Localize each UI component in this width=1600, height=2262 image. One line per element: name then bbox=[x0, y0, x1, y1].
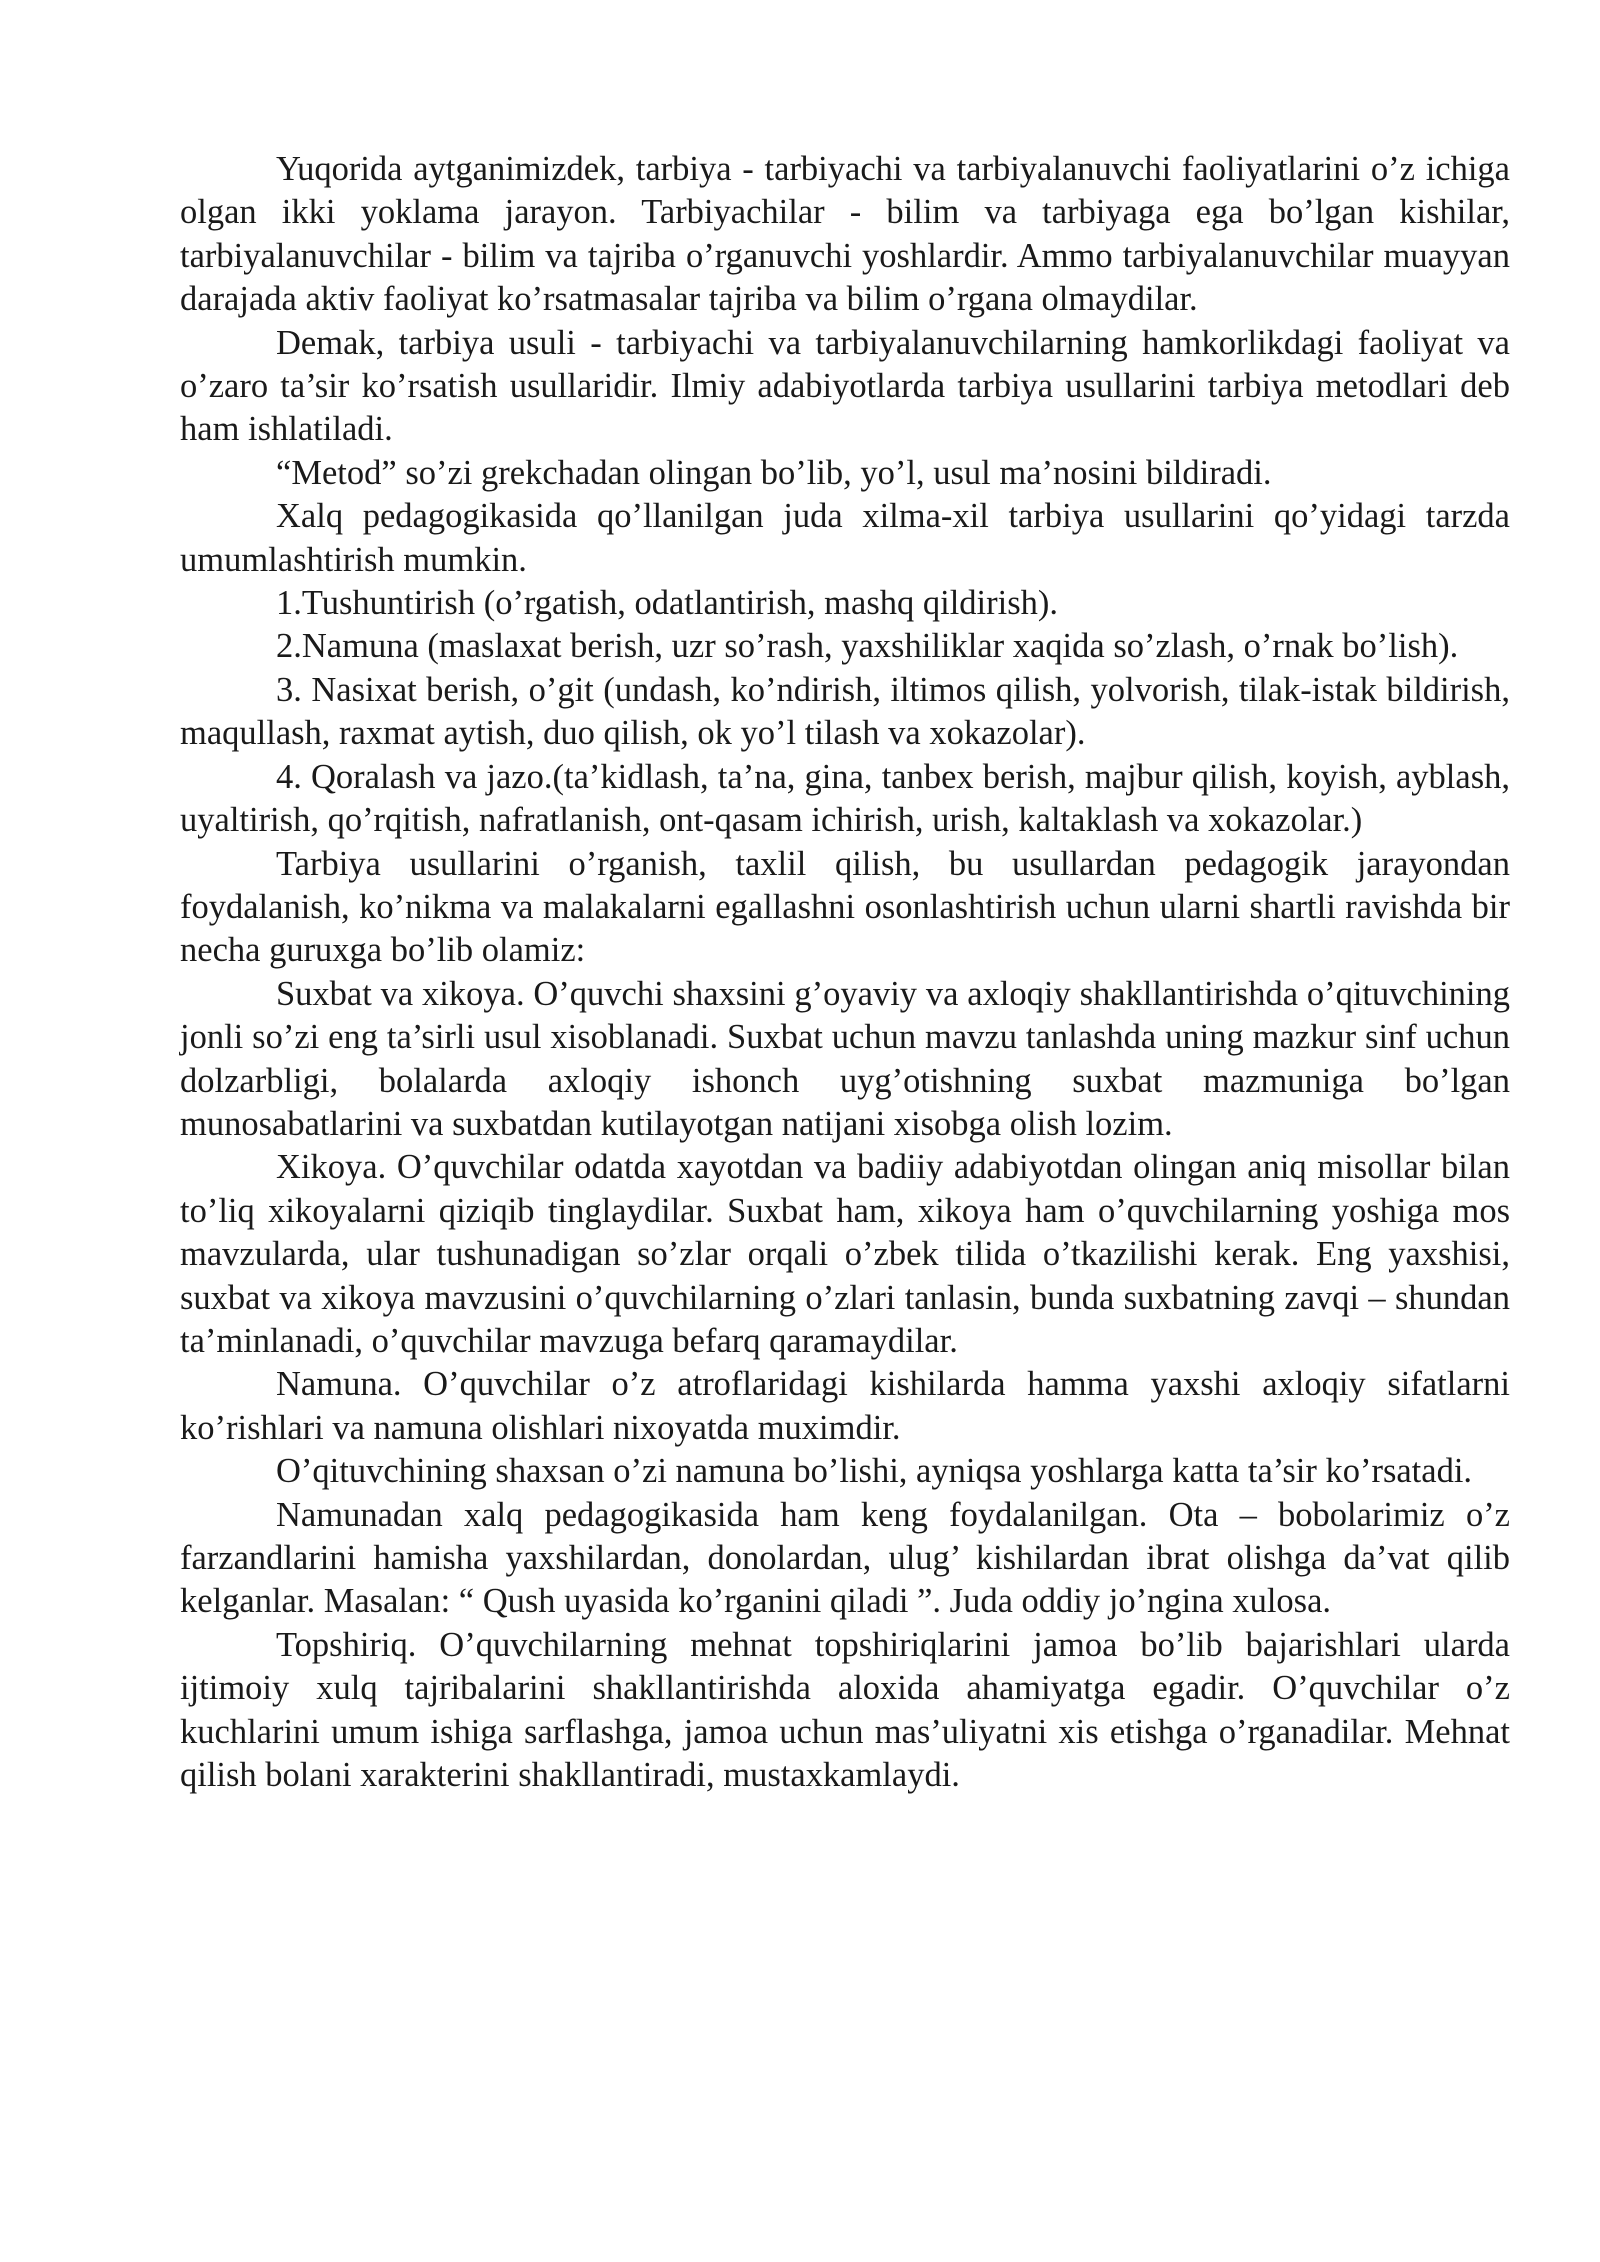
list-item-2: 2.Namuna (maslaxat berish, uzr so’rash, yaxshiliklar xaqida so’zlash, o’rnak bo’lish). bbox=[276, 627, 1459, 666]
list-item-3: 3. Nasixat berish, o’git (undash, ko’ndirish, iltimos qilish, yolvorish, tilak-istak bildirish, maqullash, raxmat aytish, duo qilish, ok yo’l tilash va xokazolar). bbox=[180, 670, 1510, 753]
paragraph-3: “Metod” so’zi grekchadan olingan bo’lib, yo’l, usul ma’nosini bildiradi. bbox=[276, 453, 1272, 492]
list-item-4: 4. Qoralash va jazo.(ta’kidlash, ta’na, gina, tanbex berish, majbur qilish, koyish, ayblash, uyaltirish, qo’rqitish, nafratlanish, ont-qasam ichirish, urish, kaltaklash va xokazolar.) bbox=[180, 757, 1510, 840]
paragraph-8: Namuna. O’quvchilar o’z atroflaridagi kishilarda hamma yaxshi axloqiy sifatlarni ko’rishlari va namuna olishlari nixoyatda muximdir. bbox=[180, 1365, 1510, 1447]
paragraph-4: Xalq pedagogikasida qo’llanilgan juda xilma-xil tarbiya usullarini qo’yidagi tarzda umumlashtirish mumkin. bbox=[180, 497, 1510, 579]
paragraph-9: O’qituvchining shaxsan o’zi namuna bo’lishi, ayniqsa yoshlarga katta ta’sir ko’rsatadi. bbox=[276, 1452, 1473, 1491]
paragraph-10: Namunadan xalq pedagogikasida ham keng foydalanilgan. Ota – bobolarimiz o’z farzandlarini hamisha yaxshilardan, donolardan, ulug’ kishilardan ibrat olishga da’vat qilib kelganlar. Masalan: “ Qush uyasida ko’rganini qiladi ”. Juda oddiy jo’ngina xulosa. bbox=[180, 1495, 1510, 1621]
paragraph-2: Demak, tarbiya usuli - tarbiyachi va tarbiyalanuvchilarning hamkorlikdagi faoliyat va o’zaro ta’sir ko’rsatish usullaridir. Ilmiy adabiyotlarda tarbiya usullarini tarbiya metodlari deb ham ishlatiladi. bbox=[180, 323, 1510, 449]
paragraph-1: Yuqorida aytganimizdek, tarbiya - tarbiyachi va tarbiyalanuvchi faoliyatlarini o’z ichiga olgan ikki yoklama jarayon. Tarbiyachilar - bilim va tarbiyaga ega bo’lgan kishilar, tarbiyalanuvchilar - bilim va tajriba o’rganuvchi yoshlardir. Ammo tarbiyalanuvchilar muayyan darajada aktiv faoliyat ko’rsatmasalar tajriba va bilim o’rgana olmaydilar. bbox=[180, 150, 1510, 319]
paragraph-5: Tarbiya usullarini o’rganish, taxlil qilish, bu usullardan pedagogik jarayondan foydalanish, ko’nikma va malakalarni egallashni osonlashtirish uchun ularni shartli ravishda bir necha guruxga bo’lib olamiz: bbox=[180, 844, 1510, 970]
paragraph-7: Xikoya. O’quvchilar odatda xayotdan va badiiy adabiyotdan olingan aniq misollar bilan to’liq xikoyalarni qiziqib tinglaydilar. Suxbat ham, xikoya ham o’quvchilarning yoshiga mos mavzularda, ular tushunadigan so’zlar orqali o’zbek tilida o’tkazilishi kerak. Eng yaxshisi, suxbat va xikoya mavzusini o’quvchilarning o’zlari tanlasin, bunda suxbatning zavqi – shundan ta’minlanadi, o’quvchilar mavzuga befarq qaramaydilar. bbox=[180, 1148, 1510, 1360]
list-item-1: 1.Tushuntirish (o’rgatish, odatlantirish, mashq qildirish). bbox=[276, 584, 1058, 623]
paragraph-6: Suxbat va xikoya. O’quvchi shaxsini g’oyaviy va axloqiy shakllantirishda o’qituvchining jonli so’zi eng ta’sirli usul xisoblanadi. Suxbat uchun mavzu tanlashda uning mazkur sinf uchun dolzarbligi, bolalarda axloqiy ishonch uyg’otishning suxbat mazmuniga bo’lgan munosabatlarini va suxbatdan kutilayotgan natijani xisobga olish lozim. bbox=[180, 974, 1510, 1143]
document-page bbox=[180, 148, 1510, 1797]
paragraph-11: Topshiriq. O’quvchilarning mehnat topshiriqlarini jamoa bo’lib bajarishlari ularda ijtimoiy xulq tajribalarini shakllantirishda aloxida ahamiyatga egadir. O’quvchilar o’z kuchlarini umum ishiga sarflashga, jamoa uchun mas’uliyatni xis etishga o’rganadilar. Mehnat qilish bolani xarakterini shakllantiradi, mustaxkamlaydi. bbox=[180, 1625, 1510, 1795]
